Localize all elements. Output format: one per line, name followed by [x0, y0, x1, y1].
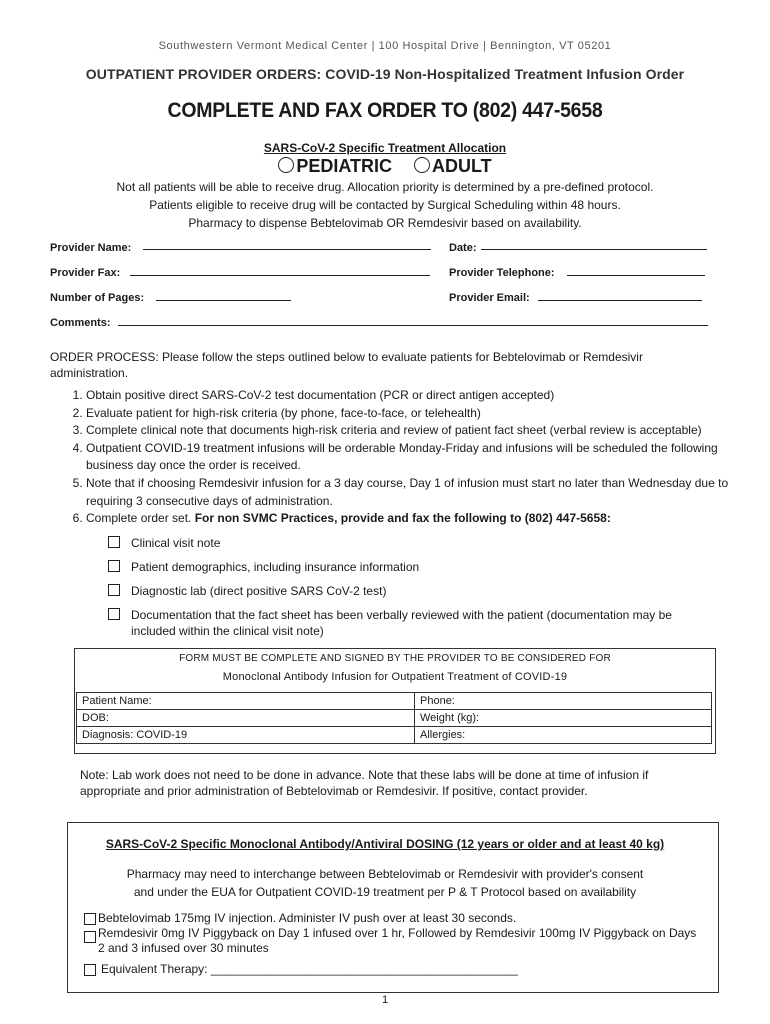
date-label: Date: — [449, 242, 477, 254]
adult-option[interactable] — [414, 156, 492, 176]
weight-cell[interactable]: Weight (kg): — [415, 710, 712, 727]
provider-name-field[interactable] — [143, 249, 431, 250]
number-of-pages-label: Number of Pages: — [50, 292, 145, 304]
order-process-intro: ORDER PROCESS: Please follow the steps outlined below to evaluate patients for Bebtelovimab or Remdesivir administration. — [50, 350, 643, 380]
comments-label: Comments: — [50, 317, 111, 329]
intro-line: Pharmacy to dispense Bebtelovimab OR Remdesivir based on availability. — [188, 216, 582, 230]
pediatric-radio[interactable] — [278, 157, 294, 173]
pediatric-option[interactable] — [278, 156, 392, 176]
dosing-title: SARS-CoV-2 Specific Monoclonal Antibody/Antiviral DOSING (12 years or older and at least 40 kg) — [105, 837, 665, 851]
order-step: 1. Obtain positive direct SARS-CoV-2 test documentation (PCR or direct antigen accepted) — [86, 387, 766, 405]
provider-email-label: Provider Email: — [449, 292, 530, 304]
order-step: 5. Note that if choosing Remdesivir infusion for a 3 day course, Day 1 of infusion must start no later than Wednesday due to requiring 3 consecutive days of administration. — [86, 475, 766, 510]
table-row — [77, 727, 712, 744]
checklist-label: Diagnostic lab (direct positive SARS CoV-2 test) — [131, 584, 387, 598]
option-label: Remdesivir 0mg IV Piggyback on Day 1 infused over 1 hr, Followed by Remdesivir 100mg IV Piggyback on Days 2 and 3 infused over 30 minutes — [98, 926, 697, 955]
checklist-item[interactable] — [108, 535, 708, 551]
order-step: 3. Complete clinical note that documents high-risk criteria and review of patient fact sheet (verbal review is acceptable) — [86, 422, 766, 440]
provider-fax-field[interactable] — [130, 275, 430, 276]
pediatric-label: PEDIATRIC — [296, 156, 392, 176]
comments-field[interactable] — [118, 325, 708, 326]
option-label: Equivalent Therapy: ______________________________________________ — [101, 962, 518, 976]
checklist-label: Patient demographics, including insurance information — [131, 560, 420, 574]
checkbox[interactable] — [84, 931, 96, 943]
pharmacy-interchange-note — [0, 865, 770, 901]
pharmacy-line: Pharmacy may need to interchange between Bebtelovimab or Remdesivir with provider's consent — [126, 867, 644, 881]
order-step-6 — [86, 510, 766, 528]
provider-email-field[interactable] — [538, 300, 702, 301]
adult-radio[interactable] — [414, 157, 430, 173]
fax-order-title: COMPLETE AND FAX ORDER TO (802) 447-5658 — [167, 99, 603, 122]
intro-line: Patients eligible to receive drug will be contacted by Surgical Scheduling within 48 hours. — [149, 198, 621, 212]
allocation-title: SARS-CoV-2 Specific Treatment Allocation — [263, 141, 507, 155]
intro-line: Not all patients will be able to receive drug. Allocation priority is determined by a pre-defined protocol. — [116, 180, 654, 194]
checkbox[interactable] — [108, 584, 120, 596]
diagnosis-cell[interactable]: Diagnosis: COVID-19 — [77, 727, 415, 744]
table-row — [77, 693, 712, 710]
checkbox[interactable] — [108, 608, 120, 620]
checkbox[interactable] — [108, 536, 120, 548]
facility-address-line: Southwestern Vermont Medical Center | 100 Hospital Drive | Bennington, VT 05201 — [158, 40, 612, 52]
form-requirement-subtitle: Monoclonal Antibody Infusion for Outpatient Treatment of COVID-19 — [222, 671, 568, 683]
dob-cell[interactable]: DOB: — [77, 710, 415, 727]
date-field[interactable] — [481, 249, 707, 250]
provider-name-label: Provider Name: — [50, 242, 132, 254]
step6-text: Complete order set. — [86, 511, 195, 526]
checklist-item[interactable] — [108, 583, 708, 599]
allergies-cell[interactable]: Allergies: — [415, 727, 712, 744]
bebtelovimab-option[interactable] — [84, 911, 704, 926]
checklist-item[interactable] — [108, 559, 708, 575]
patient-type-radio-group — [0, 156, 770, 177]
step6-bold-text: For non SVMC Practices, provide and fax the following to (802) 447-5658: — [194, 511, 611, 526]
provider-fax-label: Provider Fax: — [50, 267, 121, 279]
dosing-options — [84, 911, 704, 977]
remdesivir-option[interactable] — [84, 926, 704, 956]
checklist-label: Clinical visit note — [131, 536, 221, 550]
required-documents-checklist — [108, 535, 708, 647]
form-requirement-notice: FORM MUST BE COMPLETE AND SIGNED BY THE PROVIDER TO BE CONSIDERED FOR — [179, 653, 611, 664]
equivalent-therapy-option[interactable] — [84, 962, 704, 977]
adult-label: ADULT — [432, 156, 492, 176]
checklist-item[interactable] — [108, 607, 708, 639]
order-steps-list — [50, 387, 766, 528]
page-number: 1 — [381, 994, 389, 1006]
checkbox[interactable] — [84, 913, 96, 925]
order-step: 4. Outpatient COVID-19 treatment infusions will be orderable Monday-Friday and infusions will be scheduled the following business day once the order is received. — [86, 440, 766, 475]
table-row — [77, 710, 712, 727]
phone-cell[interactable]: Phone: — [415, 693, 712, 710]
form-subtitle: OUTPATIENT PROVIDER ORDERS: COVID-19 Non-Hospitalized Treatment Infusion Order — [85, 66, 685, 82]
lab-work-note: Note: Lab work does not need to be done in advance. Note that these labs will be done at time of infusion if appropriate and prior administration of Bebtelovimab or Remdesivir. If positive, contact provider. — [80, 768, 649, 798]
provider-telephone-field[interactable] — [567, 275, 705, 276]
checkbox[interactable] — [84, 964, 96, 976]
order-step: 2. Evaluate patient for high-risk criteria (by phone, face-to-face, or telehealth) — [86, 405, 766, 423]
allocation-intro — [0, 178, 770, 232]
patient-name-cell[interactable]: Patient Name: — [77, 693, 415, 710]
checklist-label: Documentation that the fact sheet has been verbally reviewed with the patient (documentation may be included within the clinical visit note) — [131, 608, 672, 638]
provider-telephone-label: Provider Telephone: — [449, 267, 555, 279]
patient-info-table — [76, 692, 712, 744]
option-label: Bebtelovimab 175mg IV injection. Administer IV push over at least 30 seconds. — [98, 911, 517, 925]
number-of-pages-field[interactable] — [156, 300, 291, 301]
pharmacy-line: and under the EUA for Outpatient COVID-19 treatment per P & T Protocol based on availability — [133, 885, 637, 899]
checkbox[interactable] — [108, 560, 120, 572]
